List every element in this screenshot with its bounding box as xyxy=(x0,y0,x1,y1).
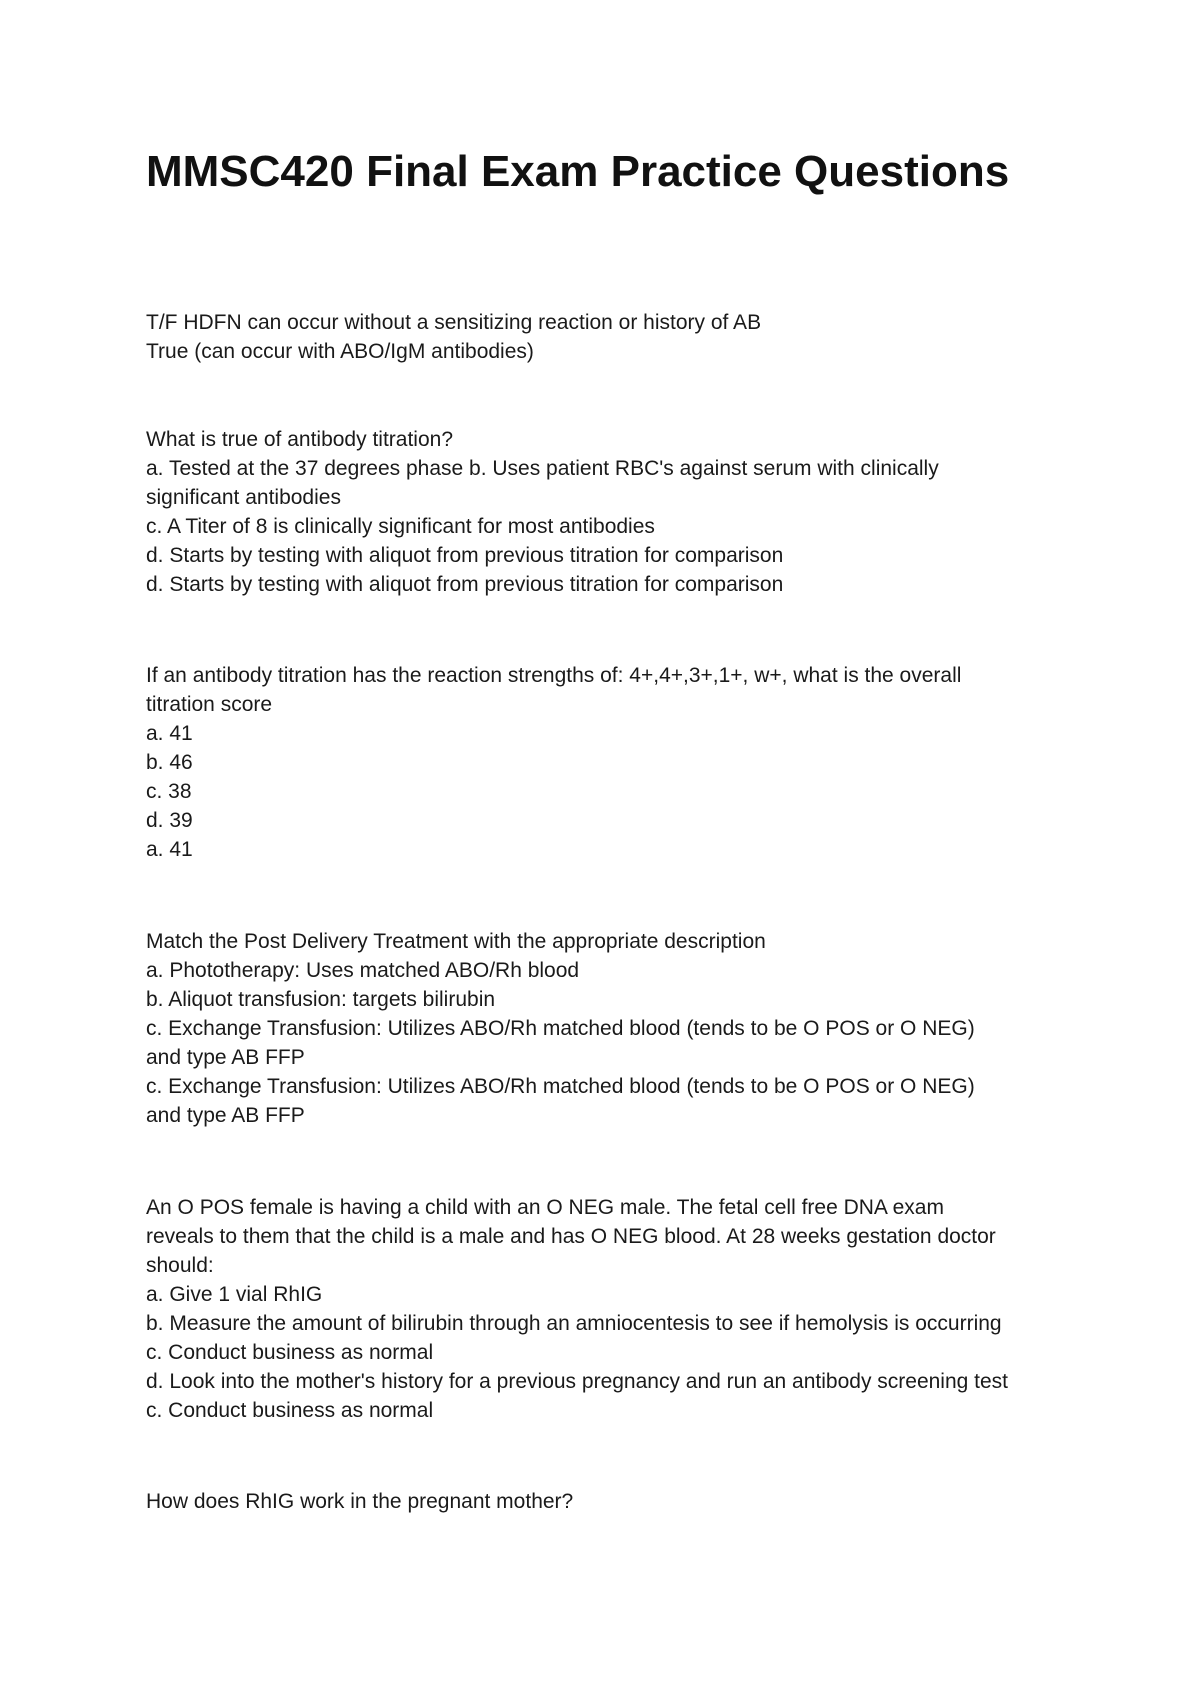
option-line: d. Look into the mother's history for a previous pregnancy and run an antibody screening test xyxy=(146,1370,1009,1393)
question-5 xyxy=(146,1193,1076,1425)
question-text: reveals to them that the child is a male and has O NEG blood. At 28 weeks gestation doctor xyxy=(146,1225,996,1248)
option-line: c. Conduct business as normal xyxy=(146,1341,434,1364)
option-line: a. Tested at the 37 degrees phase b. Uses patient RBC's against serum with clinically xyxy=(146,457,939,480)
option-line: a. Phototherapy: Uses matched ABO/Rh blood xyxy=(146,959,580,982)
answer-line: True (can occur with ABO/IgM antibodies) xyxy=(146,340,534,363)
page-title: MMSC420 Final Exam Practice Questions xyxy=(146,147,1010,196)
answer-line: d. Starts by testing with aliquot from previous titration for comparison xyxy=(146,573,784,596)
question-3 xyxy=(146,661,1076,864)
question-text: How does RhIG work in the pregnant mother? xyxy=(146,1490,574,1513)
answer-line: c. Exchange Transfusion: Utilizes ABO/Rh matched blood (tends to be O POS or O NEG) xyxy=(146,1075,975,1098)
question-text: Match the Post Delivery Treatment with the appropriate description xyxy=(146,930,766,953)
option-line: significant antibodies xyxy=(146,486,341,509)
option-line: a. Give 1 vial RhIG xyxy=(146,1283,323,1306)
question-text: titration score xyxy=(146,693,273,716)
question-text: An O POS female is having a child with an O NEG male. The fetal cell free DNA exam xyxy=(146,1196,944,1219)
question-text: What is true of antibody titration? xyxy=(146,428,453,451)
option-line: c. A Titer of 8 is clinically significant for most antibodies xyxy=(146,515,655,538)
option-line: b. Aliquot transfusion: targets bilirubin xyxy=(146,988,496,1011)
question-6 xyxy=(146,1487,1076,1516)
answer-line: c. Conduct business as normal xyxy=(146,1399,434,1422)
question-text: should: xyxy=(146,1254,214,1277)
question-1 xyxy=(146,308,1076,366)
option-line: a. 41 xyxy=(146,722,193,745)
option-line: and type AB FFP xyxy=(146,1046,305,1069)
question-text: If an antibody titration has the reaction strengths of: 4+,4+,3+,1+, w+, what is the overall xyxy=(146,664,962,687)
answer-line: a. 41 xyxy=(146,838,193,861)
question-2 xyxy=(146,425,1076,599)
option-line: c. Exchange Transfusion: Utilizes ABO/Rh matched blood (tends to be O POS or O NEG) xyxy=(146,1017,975,1040)
question-4 xyxy=(146,927,1076,1130)
option-line: d. Starts by testing with aliquot from previous titration for comparison xyxy=(146,544,784,567)
option-line: d. 39 xyxy=(146,809,193,832)
option-line: b. 46 xyxy=(146,751,193,774)
question-text: T/F HDFN can occur without a sensitizing reaction or history of AB xyxy=(146,311,762,334)
answer-line: and type AB FFP xyxy=(146,1104,305,1127)
option-line: b. Measure the amount of bilirubin through an amniocentesis to see if hemolysis is occurring xyxy=(146,1312,1002,1335)
option-line: c. 38 xyxy=(146,780,192,803)
